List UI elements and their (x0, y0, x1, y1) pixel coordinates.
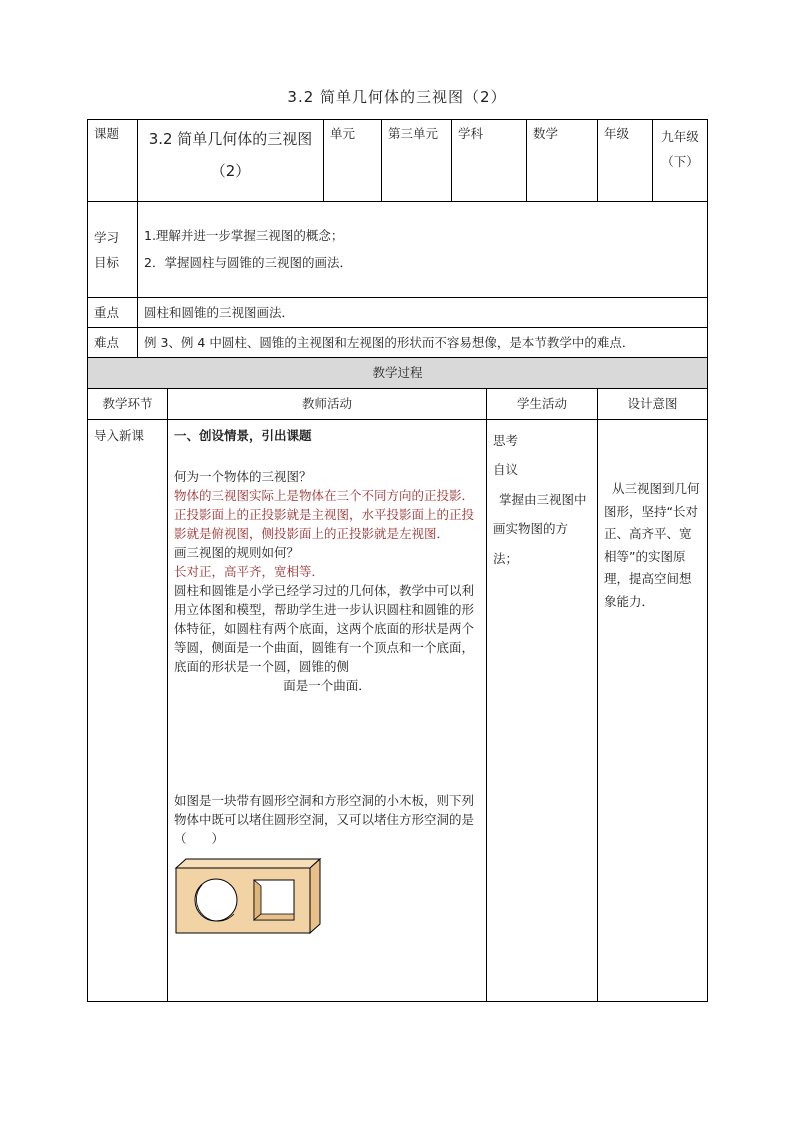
course-value: 3.2 简单几何体的三视图（2） (138, 120, 324, 202)
design-intent (598, 420, 708, 1002)
col-student: 学生活动 (487, 389, 598, 420)
wooden-board-figure (174, 856, 324, 936)
lesson-plan-table (87, 119, 708, 1002)
paragraph-board-question: 如图是一块带有圆形空洞和方形空洞的小木板，则下列物体中既可以堵住圆形空洞，又可以堵住方形空洞的是（ ） (174, 793, 475, 846)
section-title: 一、创设情景，引出课题 (174, 428, 312, 443)
course-label: 课题 (88, 120, 138, 202)
unit-value: 第三单元 (382, 120, 452, 202)
paragraph-end: 面是一个曲面． (283, 678, 371, 693)
difficulty-text: 例 3、例 4 中圆柱、圆锥的主视图和左视图的形状而不容易想像，是本节教学中的难点． (138, 328, 708, 358)
design-text: 从三视图到几何图形，坚持“长对正、高齐平、宽相等”的实图原理，提高空间想象能力． (604, 481, 700, 609)
student-item: 掌握由三视图中画实物图的方法； (493, 491, 587, 566)
question-1: 何为一个物体的三视图？ (174, 469, 312, 484)
goals-content (138, 202, 708, 298)
answer-2: 长对正，高平齐，宽相等． (174, 564, 325, 579)
focus-text: 圆柱和圆锥的三视图画法． (138, 298, 708, 328)
difficulty-label: 难点 (88, 328, 138, 358)
subject-label: 学科 (452, 120, 527, 202)
col-design: 设计意图 (598, 389, 708, 420)
stage-cell: 导入新课 (88, 420, 168, 1002)
unit-label: 单元 (324, 120, 382, 202)
grade-label: 年级 (598, 120, 653, 202)
goal-item: 1.理解并进一步掌握三视图的概念； (144, 228, 344, 244)
student-item: 自议 (493, 462, 519, 478)
paragraph-cylinder-cone: 圆柱和圆锥是小学已经学习过的几何体，教学中可以利用立体图和模型，帮助学生进一步认识圆柱和圆锥的形体特征，如圆柱有两个底面，这两个底面的形状是两个等圆，侧面是一个曲面，圆锥有一个顶点和一个底面，底面的形状是一个圆，圆锥的侧 (174, 583, 475, 674)
goals-label: 学习目标 (88, 202, 138, 298)
teacher-activity (168, 420, 487, 1002)
grade-value: 九年级（下） (653, 120, 708, 202)
student-activity (487, 420, 598, 1002)
page-title: 3.2 简单几何体的三视图（2） (287, 88, 507, 106)
subject-value: 数学 (527, 120, 598, 202)
col-teacher: 教师活动 (168, 389, 487, 420)
answer-1: 物体的三视图实际上是物体在三个不同方向的正投影．正投影面上的正投影就是主视图，水平投影面上的正投影就是俯视图，侧投影面上的正投影就是左视图． (174, 488, 475, 541)
question-2: 画三视图的规则如何？ (174, 545, 300, 560)
focus-label: 重点 (88, 298, 138, 328)
process-heading: 教学过程 (88, 358, 708, 389)
student-item: 思考 (493, 433, 519, 448)
col-stage: 教学环节 (88, 389, 168, 420)
goal-item: 2．掌握圆柱与圆锥的三视图的画法． (144, 254, 352, 270)
